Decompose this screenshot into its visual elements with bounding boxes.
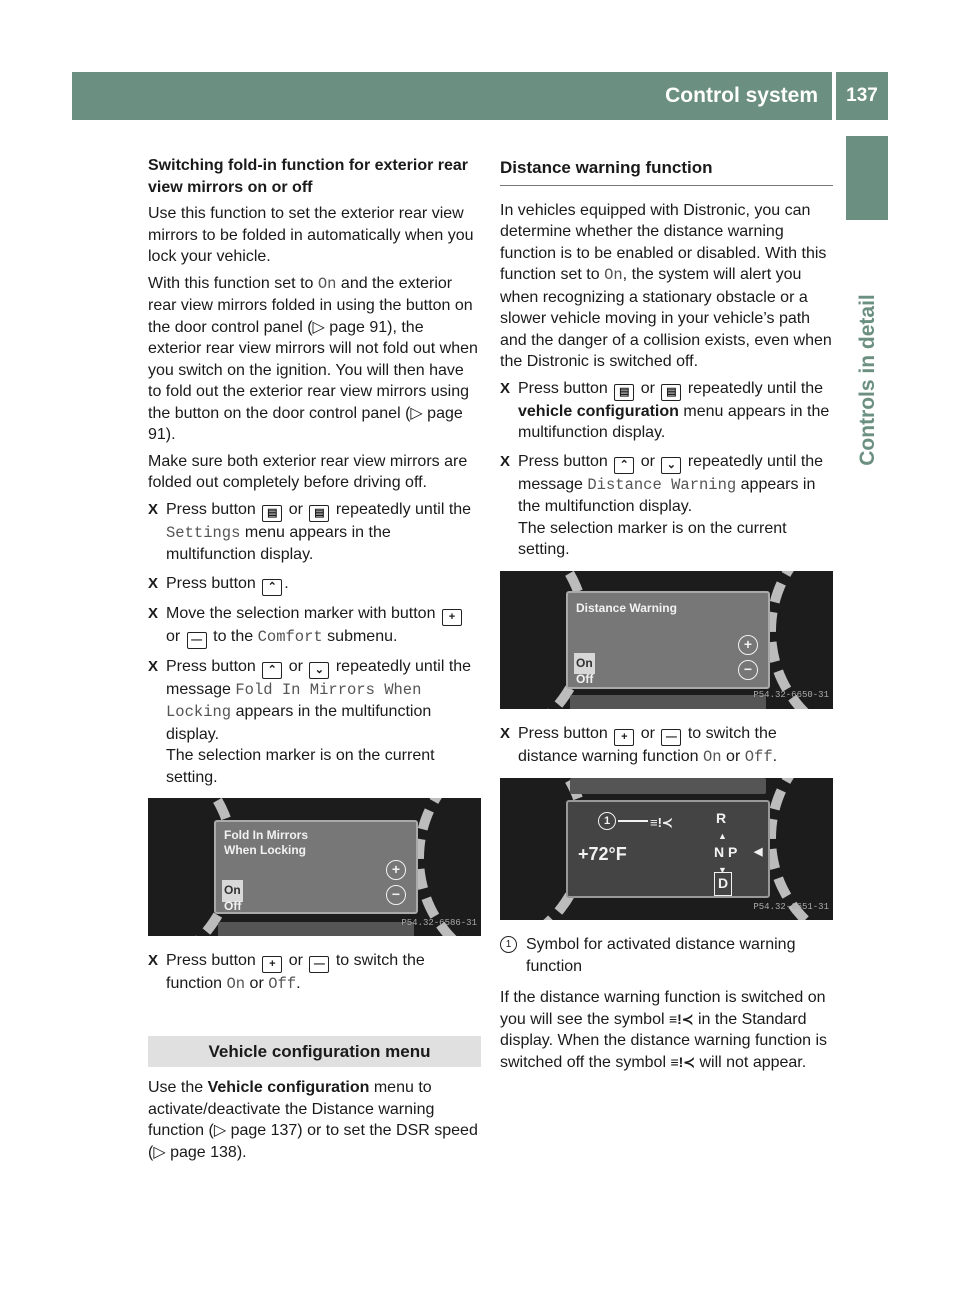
callout-legend: 1 Symbol for activated distance warning function xyxy=(500,934,833,977)
plus-icon: + xyxy=(738,635,758,655)
minus-button-icon: — xyxy=(309,956,329,973)
instruction-step: X Press button ▤ or ▤ repeatedly until the Settings menu appears in the multifunction display. xyxy=(148,500,472,563)
page-number: 137 xyxy=(836,72,888,120)
plus-button-icon: + xyxy=(442,609,462,626)
page-ref-icon: ▷ xyxy=(312,318,325,336)
chapter-title: Control system xyxy=(665,84,818,107)
subheading-fold-in: Switching fold-in function for exterior rear view mirrors on or off xyxy=(148,157,469,196)
left-column xyxy=(148,155,481,1168)
minus-button-icon: — xyxy=(661,729,681,746)
scroll-up-button-icon: ⌃ xyxy=(262,662,282,679)
instruction-step: X Press button ▤ or ▤ repeatedly until the vehicle configuration menu appears in the multifunction display. xyxy=(500,379,830,441)
figure-standard-display: 1 ≡!≺ +72°F R ▲ N P ◀ ▼ D P54.32-6651-31 xyxy=(500,778,833,920)
instruction-step: X Press button + or — to switch the function On or Off. xyxy=(148,952,425,993)
distance-warning-symbol-icon: ≡!≺ xyxy=(670,1053,696,1070)
page-ref-icon: ▷ xyxy=(153,1143,166,1161)
instruction-step: X Press button ⌃ or ⌄ repeatedly until the message Distance Warning appears in the multifunction display. The selection marker is on the current setting. xyxy=(500,452,824,558)
scroll-up-button-icon: ⌃ xyxy=(614,457,634,474)
plus-button-icon: + xyxy=(614,729,634,746)
menu-forward-button-icon: ▤ xyxy=(309,505,329,522)
distance-warning-symbol-icon: ≡!≺ xyxy=(668,1010,694,1027)
menu-back-button-icon: ▤ xyxy=(262,505,282,522)
minus-button-icon: — xyxy=(187,632,207,649)
scroll-up-button-icon: ⌃ xyxy=(262,579,282,596)
scroll-down-button-icon: ⌄ xyxy=(309,662,329,679)
side-tab-marker xyxy=(846,136,888,220)
figure-fold-in-mirrors-display: Fold In Mirrors When Locking On Off + − P54.32-6586-31 xyxy=(148,798,481,936)
side-section-label: Controls in detail xyxy=(856,294,879,466)
page-ref-icon: ▷ xyxy=(213,1122,227,1139)
paragraph: If the distance warning function is switched on you will see the symbol ≡!≺ in the Standard display. When the distance warning function is switched off the symbol ≡!≺ will not appear. xyxy=(500,987,833,1073)
instruction-step: X Press button + or — to switch the distance warning function On or Off. xyxy=(500,724,778,766)
distance-warning-symbol-icon: ≡!≺ xyxy=(650,815,673,830)
scroll-down-button-icon: ⌄ xyxy=(661,457,681,474)
paragraph: Use the Vehicle configuration menu to activate/deactivate the Distance warning function (▷ page 137) or to set the DSR speed (▷ page 138). xyxy=(148,1079,478,1161)
minus-icon: − xyxy=(738,660,758,680)
menu-forward-button-icon: ▤ xyxy=(661,384,681,401)
paragraph: With this function set to On and the exterior rear view mirrors folded in using the button on the door control panel (▷ page 91), the exterior rear view mirrors will not fold out when you switch on the ignition. You will then have to fold out the exterior rear view mirrors using the button on the door control panel (▷ page 91). xyxy=(148,274,478,443)
minus-icon: − xyxy=(386,885,406,905)
section-heading-vehicle-configuration: Vehicle configuration menu xyxy=(148,1036,481,1068)
instruction-step: X Press button ⌃ or ⌄ repeatedly until the message Fold In Mirrors When Locking appears in the multifunction display. The selection marker is on the current setting. xyxy=(148,657,472,786)
instruction-step: X Move the selection marker with button + or — to the Comfort submenu. xyxy=(148,603,481,649)
plus-button-icon: + xyxy=(262,956,282,973)
paragraph: Use this function to set the exterior rear view mirrors to be folded in automatically when you lock your vehicle. xyxy=(148,205,474,265)
paragraph: In vehicles equipped with Distronic, you can determine whether the distance warning function is to be enabled or disabled. With this function set to On, the system will alert you when recognizing a stationary obstacle or a slower vehicle moving in your vehicle’s path and the danger of a collision exists, even when the Distronic is switched off. xyxy=(500,201,832,370)
page-ref-icon: ▷ xyxy=(410,404,423,422)
menu-back-button-icon: ▤ xyxy=(614,384,634,401)
right-column xyxy=(500,155,833,1078)
section-title-distance-warning: Distance warning function xyxy=(500,155,833,186)
instruction-step: X Press button ⌃ . xyxy=(148,573,481,596)
plus-icon: + xyxy=(386,860,406,880)
figure-distance-warning-display: Distance Warning On Off + − P54.32-6650-31 xyxy=(500,571,833,709)
page-header-bar xyxy=(72,72,832,120)
paragraph: Make sure both exterior rear view mirrors are folded out completely before driving off. xyxy=(148,452,468,491)
